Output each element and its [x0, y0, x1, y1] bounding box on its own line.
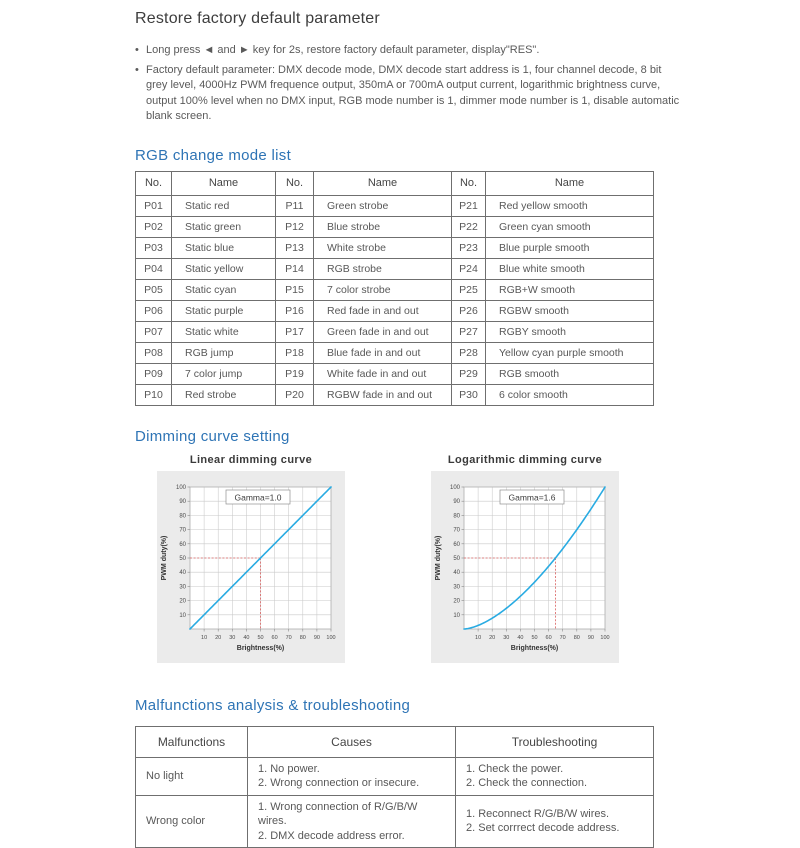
column-header: Malfunctions: [136, 726, 248, 757]
section-heading-rgb-modes: RGB change mode list: [135, 147, 680, 164]
cell-line: 1. Check the power.: [466, 762, 647, 777]
cell-line: 2. DMX decode address error.: [258, 829, 449, 844]
svg-text:80: 80: [300, 635, 306, 641]
svg-text:20: 20: [179, 598, 186, 604]
cell-line: 2. Set corrrect decode address.: [466, 821, 647, 836]
table-row: [136, 795, 654, 848]
mode-name-cell: Static blue: [172, 237, 276, 258]
svg-text:40: 40: [243, 635, 249, 641]
mode-no-cell: P24: [452, 258, 486, 279]
mode-name-cell: Green fade in and out: [314, 321, 452, 342]
cell-line: 1. Wrong connection of R/G/B/W wires.: [258, 800, 449, 829]
svg-text:90: 90: [314, 635, 320, 641]
rgb-mode-table: [135, 171, 654, 406]
svg-text:40: 40: [453, 570, 460, 576]
mode-name-cell: Blue fade in and out: [314, 342, 452, 363]
manual-page: [135, 10, 680, 848]
svg-text:10: 10: [179, 612, 186, 618]
svg-text:90: 90: [453, 499, 460, 505]
mode-no-cell: P15: [276, 279, 314, 300]
x-axis-label: Brightness(%): [511, 645, 558, 652]
mode-no-cell: P16: [276, 300, 314, 321]
cell-line: 2. Wrong connection or insecure.: [258, 776, 449, 791]
svg-text:100: 100: [176, 485, 187, 491]
mode-name-cell: 7 color jump: [172, 363, 276, 384]
rgb-mode-header-row: [136, 171, 654, 195]
mode-name-cell: RGB smooth: [486, 363, 654, 384]
svg-text:70: 70: [453, 527, 460, 533]
svg-text:80: 80: [179, 513, 186, 519]
chart-title: Logarithmic dimming curve: [431, 454, 619, 466]
mode-name-cell: White strobe: [314, 237, 452, 258]
y-axis-label: PWM duty(%): [161, 535, 168, 580]
x-axis-label: Brightness(%): [237, 645, 284, 652]
mode-no-cell: P10: [136, 384, 172, 405]
troubleshooting-cell: [456, 795, 654, 848]
mode-no-cell: P01: [136, 195, 172, 216]
svg-text:30: 30: [453, 584, 460, 590]
svg-text:60: 60: [453, 541, 460, 547]
rgb-mode-table-body: [136, 195, 654, 405]
causes-cell: [248, 757, 456, 795]
mode-name-cell: RGB+W smooth: [486, 279, 654, 300]
svg-text:70: 70: [179, 527, 186, 533]
mode-name-cell: Static purple: [172, 300, 276, 321]
mode-name-cell: 7 color strobe: [314, 279, 452, 300]
logarithmic-dimming-chart: [431, 454, 619, 663]
column-header: Name: [314, 171, 452, 195]
svg-text:30: 30: [179, 584, 186, 590]
mode-no-cell: P11: [276, 195, 314, 216]
mode-no-cell: P08: [136, 342, 172, 363]
mode-name-cell: Green strobe: [314, 195, 452, 216]
svg-text:80: 80: [453, 513, 460, 519]
gamma-label: Gamma=1.6: [508, 492, 555, 502]
mode-no-cell: P03: [136, 237, 172, 258]
mode-name-cell: White fade in and out: [314, 363, 452, 384]
column-header: No.: [276, 171, 314, 195]
mode-name-cell: Blue strobe: [314, 216, 452, 237]
cell-line: 1. No power.: [258, 762, 449, 777]
chart-panel: [157, 471, 345, 663]
table-row: [136, 384, 654, 405]
mode-name-cell: RGB jump: [172, 342, 276, 363]
mode-name-cell: RGB strobe: [314, 258, 452, 279]
table-row: [136, 258, 654, 279]
mode-name-cell: Red yellow smooth: [486, 195, 654, 216]
table-row: [136, 237, 654, 258]
table-row: [136, 279, 654, 300]
dimming-chart-svg: [431, 471, 619, 663]
table-row: [136, 216, 654, 237]
mode-no-cell: P02: [136, 216, 172, 237]
mode-no-cell: P05: [136, 279, 172, 300]
troubleshooting-table-body: [136, 757, 654, 848]
svg-text:10: 10: [453, 612, 460, 618]
mode-no-cell: P12: [276, 216, 314, 237]
svg-text:30: 30: [503, 635, 509, 641]
svg-text:60: 60: [272, 635, 278, 641]
column-header: No.: [136, 171, 172, 195]
mode-name-cell: Static yellow: [172, 258, 276, 279]
mode-name-cell: Static cyan: [172, 279, 276, 300]
svg-text:70: 70: [286, 635, 292, 641]
mode-no-cell: P25: [452, 279, 486, 300]
mode-name-cell: Static green: [172, 216, 276, 237]
svg-text:20: 20: [489, 635, 495, 641]
mode-no-cell: P19: [276, 363, 314, 384]
dimming-chart-svg: [157, 471, 345, 663]
mode-name-cell: Blue purple smooth: [486, 237, 654, 258]
page-title: Restore factory default parameter: [135, 10, 680, 28]
mode-no-cell: P21: [452, 195, 486, 216]
svg-text:50: 50: [531, 635, 537, 641]
troubleshooting-cell: [456, 757, 654, 795]
cell-line: 1. Reconnect R/G/B/W wires.: [466, 807, 647, 822]
table-row: [136, 342, 654, 363]
mode-name-cell: 6 color smooth: [486, 384, 654, 405]
column-header: Causes: [248, 726, 456, 757]
gamma-label: Gamma=1.0: [234, 492, 281, 502]
svg-text:50: 50: [257, 635, 263, 641]
mode-no-cell: P29: [452, 363, 486, 384]
troubleshooting-header-row: [136, 726, 654, 757]
mode-no-cell: P06: [136, 300, 172, 321]
mode-no-cell: P14: [276, 258, 314, 279]
table-row: [136, 757, 654, 795]
linear-dimming-chart: [157, 454, 345, 663]
table-row: [136, 300, 654, 321]
svg-text:90: 90: [588, 635, 594, 641]
mode-name-cell: Static white: [172, 321, 276, 342]
mode-no-cell: P20: [276, 384, 314, 405]
malfunction-cell: No light: [136, 757, 248, 795]
mode-name-cell: RGBY smooth: [486, 321, 654, 342]
svg-text:40: 40: [517, 635, 523, 641]
mode-name-cell: RGBW fade in and out: [314, 384, 452, 405]
y-axis-label: PWM duty(%): [435, 535, 442, 580]
mode-no-cell: P23: [452, 237, 486, 258]
mode-no-cell: P27: [452, 321, 486, 342]
table-row: [136, 363, 654, 384]
table-row: [136, 321, 654, 342]
svg-text:100: 100: [600, 635, 609, 641]
column-header: Troubleshooting: [456, 726, 654, 757]
svg-text:10: 10: [201, 635, 207, 641]
mode-name-cell: Blue white smooth: [486, 258, 654, 279]
mode-name-cell: Static red: [172, 195, 276, 216]
troubleshooting-table: [135, 726, 654, 848]
svg-text:10: 10: [475, 635, 481, 641]
svg-text:70: 70: [560, 635, 566, 641]
svg-text:40: 40: [179, 570, 186, 576]
mode-no-cell: P17: [276, 321, 314, 342]
bullet-item-defaults: • Factory default parameter: DMX decode mode, DMX decode start address is 1, four channel decode, 8 bit grey level, 4000Hz PWM frequence output, 350mA or 700mA output current, logarithmic brightness curve, output 100% level when no DMX input, RGB mode number is 1, dimmer mode number is 1, disable automatic blank screen.: [135, 63, 680, 125]
section-heading-troubleshooting: Malfunctions analysis & troubleshooting: [135, 697, 680, 714]
mode-name-cell: RGBW smooth: [486, 300, 654, 321]
mode-no-cell: P04: [136, 258, 172, 279]
svg-text:20: 20: [453, 598, 460, 604]
mode-name-cell: Red strobe: [172, 384, 276, 405]
mode-no-cell: P26: [452, 300, 486, 321]
mode-no-cell: P30: [452, 384, 486, 405]
mode-no-cell: P13: [276, 237, 314, 258]
svg-text:20: 20: [215, 635, 221, 641]
svg-text:30: 30: [229, 635, 235, 641]
column-header: Name: [172, 171, 276, 195]
mode-no-cell: P09: [136, 363, 172, 384]
mode-no-cell: P18: [276, 342, 314, 363]
table-row: [136, 195, 654, 216]
chart-title: Linear dimming curve: [157, 454, 345, 466]
svg-text:90: 90: [179, 499, 186, 505]
mode-no-cell: P07: [136, 321, 172, 342]
cell-line: 2. Check the connection.: [466, 776, 647, 791]
bullet-list: [135, 43, 680, 125]
column-header: No.: [452, 171, 486, 195]
malfunction-cell: Wrong color: [136, 795, 248, 848]
mode-name-cell: Red fade in and out: [314, 300, 452, 321]
svg-text:80: 80: [574, 635, 580, 641]
svg-text:50: 50: [453, 556, 460, 562]
svg-text:100: 100: [450, 485, 461, 491]
dimming-charts: [157, 454, 680, 663]
section-heading-dimming: Dimming curve setting: [135, 428, 680, 445]
column-header: Name: [486, 171, 654, 195]
mode-no-cell: P28: [452, 342, 486, 363]
svg-text:50: 50: [179, 556, 186, 562]
mode-name-cell: Green cyan smooth: [486, 216, 654, 237]
svg-text:100: 100: [326, 635, 335, 641]
mode-name-cell: Yellow cyan purple smooth: [486, 342, 654, 363]
svg-text:60: 60: [546, 635, 552, 641]
causes-cell: [248, 795, 456, 848]
bullet-item-restore: • Long press ◄ and ► key for 2s, restore factory default parameter, display"RES".: [135, 43, 680, 59]
mode-no-cell: P22: [452, 216, 486, 237]
svg-text:60: 60: [179, 541, 186, 547]
chart-panel: [431, 471, 619, 663]
